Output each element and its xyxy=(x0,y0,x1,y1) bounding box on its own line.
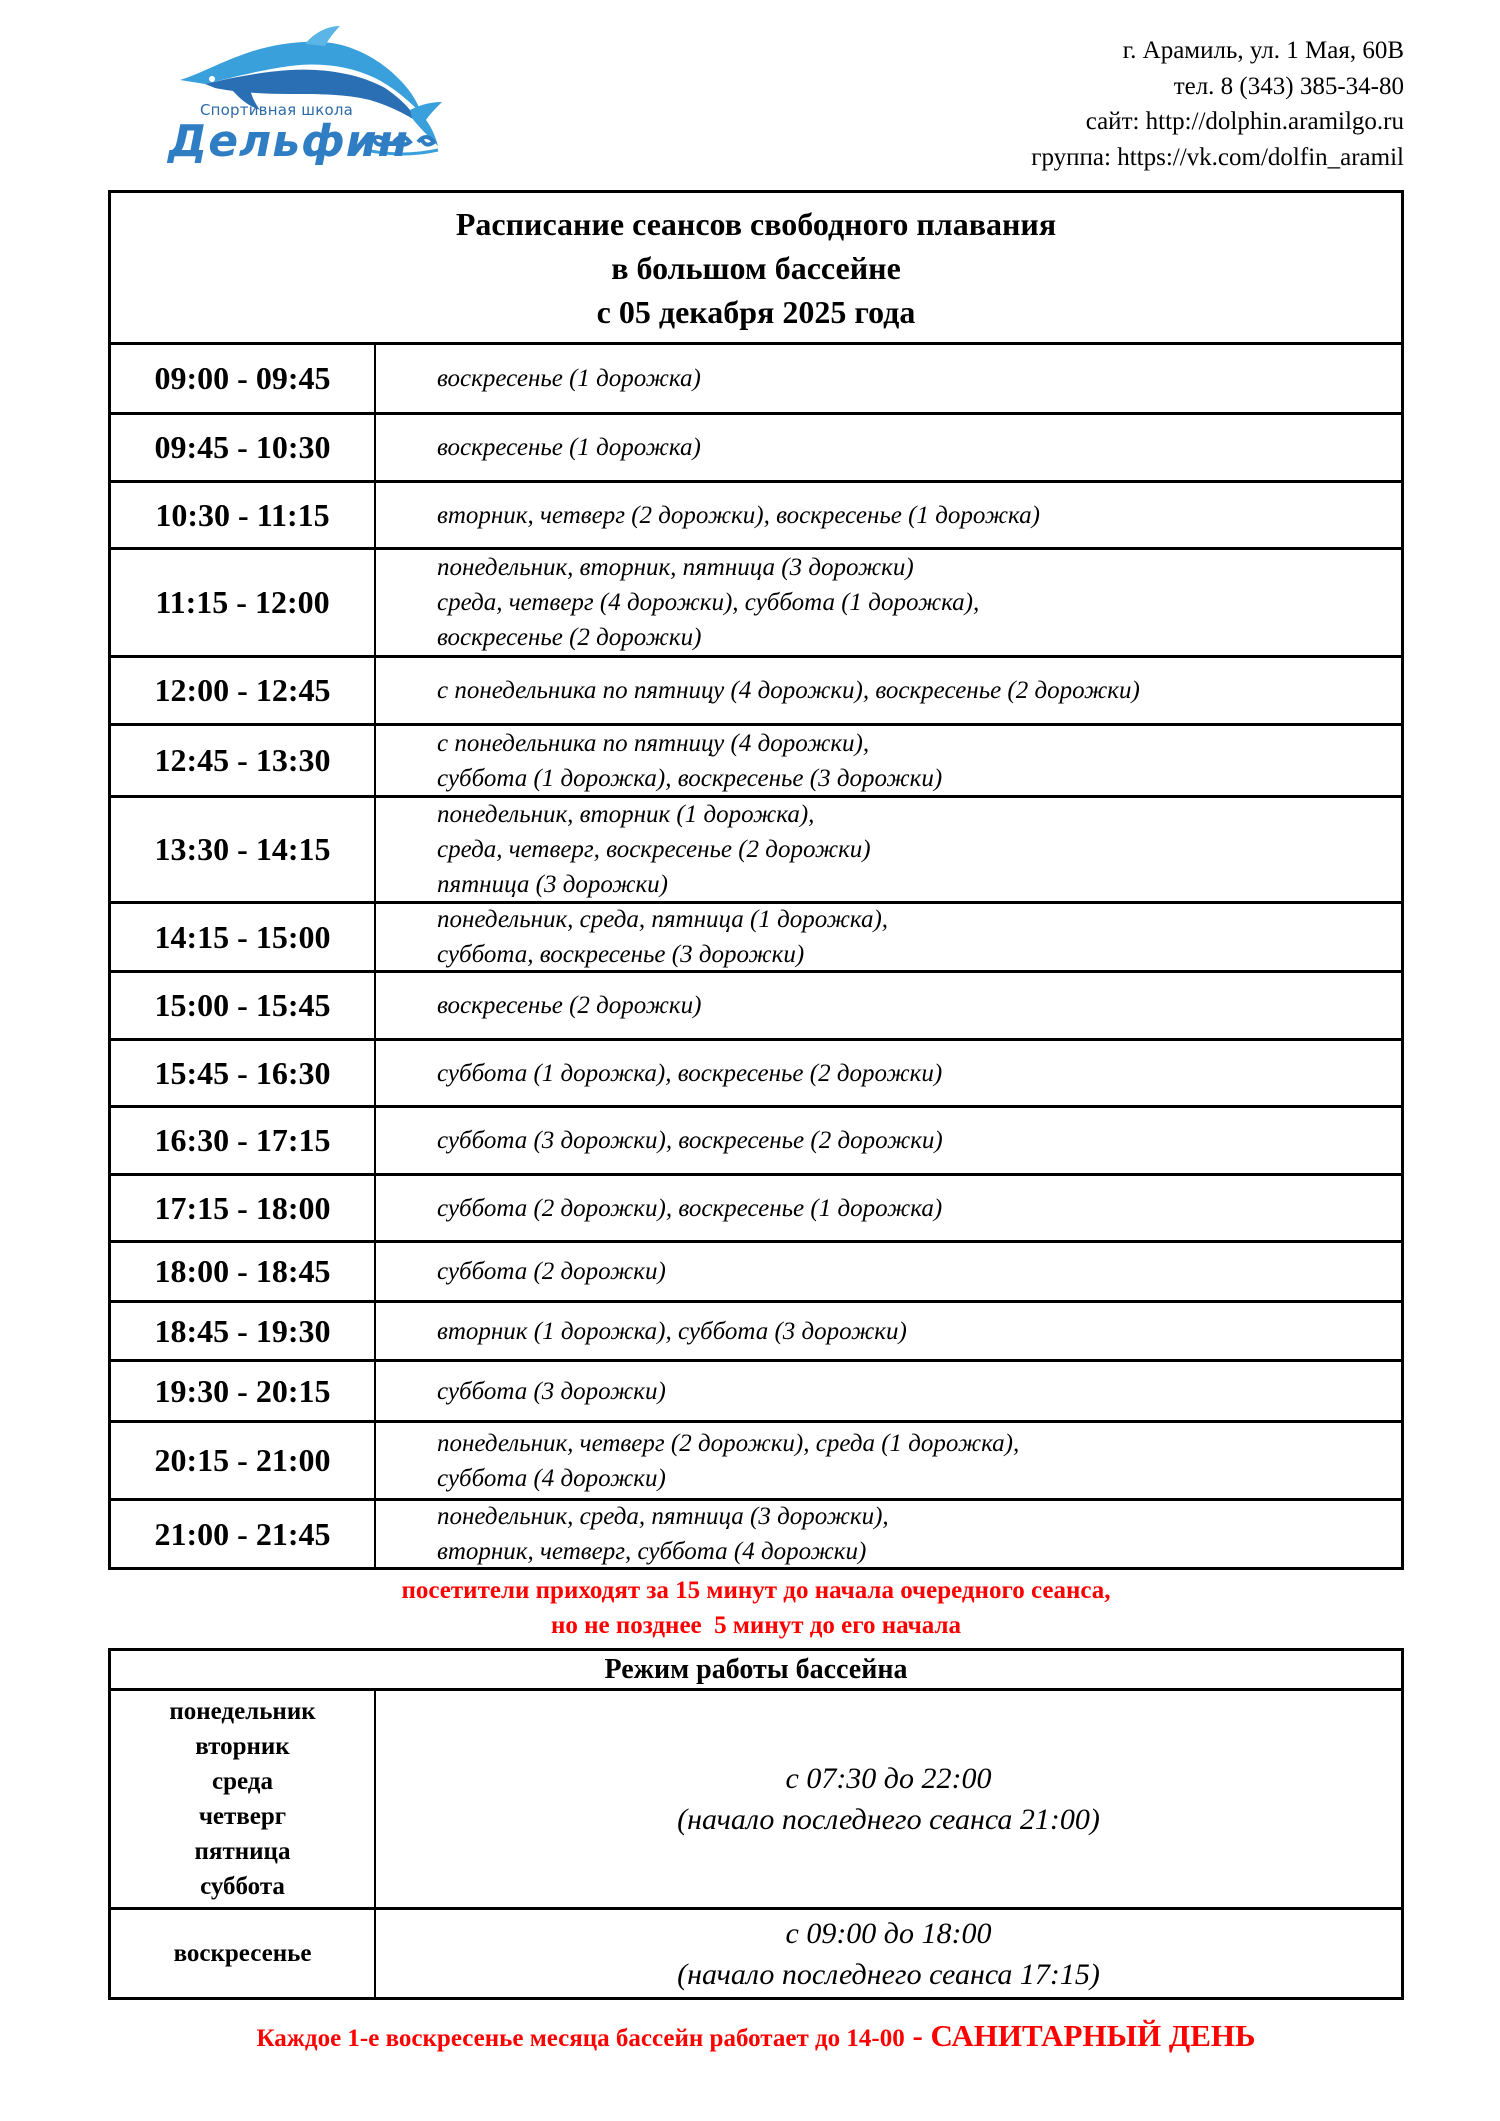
note-line: посетители приходят за 15 минут до начала очередного сеанса, xyxy=(401,1577,1111,1604)
session-lanes xyxy=(376,1423,1401,1498)
table-row xyxy=(111,723,1401,795)
sanitary-day-note xyxy=(108,2018,1404,2054)
table-row xyxy=(111,970,1401,1038)
lanes-line: суббота (2 дорожки), воскресенье (1 дорожка) xyxy=(437,1194,943,1222)
logo-name: Дельфин xyxy=(168,116,409,167)
session-lanes xyxy=(376,1362,1401,1420)
hours-value xyxy=(376,1691,1401,1907)
table-row xyxy=(111,1498,1401,1567)
lanes-line: с понедельника по пятницу (4 дорожки), xyxy=(437,729,870,757)
address: г. Арамиль, ул. 1 Мая, 60В xyxy=(1122,37,1404,64)
table-row xyxy=(111,1038,1401,1105)
lanes-line: вторник, четверг (2 дорожки), воскресенье (1 дорожка) xyxy=(437,501,1040,529)
title-line: с 05 декабря 2025 года xyxy=(596,293,916,330)
session-lanes xyxy=(376,1303,1401,1359)
lanes-line: понедельник, четверг (2 дорожки), среда (1 дорожка), xyxy=(437,1429,1020,1457)
lanes-line: понедельник, среда, пятница (1 дорожка), xyxy=(437,906,889,933)
session-lanes xyxy=(376,483,1401,547)
session-lanes xyxy=(376,1176,1401,1240)
session-lanes xyxy=(376,550,1401,655)
hours-value xyxy=(376,1910,1401,1997)
title-line: в большом бассейне xyxy=(611,249,901,286)
session-lanes xyxy=(376,973,1401,1038)
hours-row-sunday xyxy=(111,1907,1401,1997)
school-logo xyxy=(160,22,460,172)
phone: тел. 8 (343) 385-34-80 xyxy=(1173,72,1404,100)
session-time: 18:00 - 18:45 xyxy=(111,1243,376,1300)
session-time: 20:15 - 21:00 xyxy=(111,1423,376,1498)
session-lanes xyxy=(376,1108,1401,1173)
lanes-line: воскресенье (2 дорожки) xyxy=(437,992,702,1019)
lanes-line: суббота (1 дорожка), воскресенье (2 дорожки) xyxy=(437,1059,943,1087)
contact-info xyxy=(1031,33,1404,175)
table-row xyxy=(111,795,1401,901)
day-label: воскресенье xyxy=(173,1940,312,1967)
session-time: 19:30 - 20:15 xyxy=(111,1362,376,1420)
lanes-line: среда, четверг (4 дорожки), суббота (1 дорожка), xyxy=(437,589,980,616)
footer-highlight: - САНИТАРНЫЙ ДЕНЬ xyxy=(904,2018,1256,2053)
session-lanes xyxy=(376,415,1401,480)
days-list xyxy=(111,1691,376,1907)
day-label: четверг xyxy=(198,1803,287,1830)
session-time: 13:30 - 14:15 xyxy=(111,798,376,901)
day-label: среда xyxy=(212,1768,273,1795)
lanes-line: воскресенье (1 дорожка) xyxy=(437,434,701,461)
last-session: (начало последнего сеанса 21:00) xyxy=(677,1803,1100,1836)
table-row xyxy=(111,412,1401,480)
session-time: 11:15 - 12:00 xyxy=(111,550,376,655)
table-row xyxy=(111,1105,1401,1173)
table-row xyxy=(111,1240,1401,1300)
lanes-line: суббота (3 дорожки) xyxy=(437,1377,666,1405)
schedule-title xyxy=(111,193,1401,345)
session-time: 15:00 - 15:45 xyxy=(111,973,376,1038)
schedule-rows xyxy=(111,345,1401,1567)
session-time: 21:00 - 21:45 xyxy=(111,1501,376,1567)
note-line: но не позднее 5 минут до его начала xyxy=(551,1612,961,1639)
days-list xyxy=(111,1910,376,1997)
session-time: 09:00 - 09:45 xyxy=(111,345,376,412)
table-row xyxy=(111,547,1401,655)
table-row xyxy=(111,1420,1401,1498)
session-time: 17:15 - 18:00 xyxy=(111,1176,376,1240)
lanes-line: вторник (1 дорожка), суббота (3 дорожки) xyxy=(437,1317,907,1345)
day-label: вторник xyxy=(195,1733,290,1760)
schedule-table xyxy=(108,190,1404,1570)
vk-group-link[interactable]: группа: https://vk.com/dolfin_aramil xyxy=(1031,143,1404,171)
session-time: 12:00 - 12:45 xyxy=(111,658,376,723)
hours-title: Режим работы бассейна xyxy=(111,1651,1401,1691)
table-row xyxy=(111,480,1401,547)
lanes-line: воскресенье (1 дорожка) xyxy=(437,365,701,392)
table-row xyxy=(111,1300,1401,1359)
opening-time: с 09:00 до 18:00 xyxy=(785,1916,992,1950)
lanes-line: суббота (2 дорожки) xyxy=(437,1258,666,1285)
session-time: 18:45 - 19:30 xyxy=(111,1303,376,1359)
lanes-line: пятница (3 дорожки) xyxy=(437,871,669,898)
logo-subtitle: Спортивная школа xyxy=(200,101,354,119)
arrival-note xyxy=(108,1573,1404,1643)
lanes-line: с понедельника по пятницу (4 дорожки), воскресенье (2 дорожки) xyxy=(437,677,1140,704)
lanes-line: понедельник, вторник (1 дорожка), xyxy=(437,801,815,828)
session-lanes xyxy=(376,345,1401,412)
opening-time: с 07:30 до 22:00 xyxy=(785,1762,992,1795)
session-time: 15:45 - 16:30 xyxy=(111,1041,376,1105)
day-label: пятница xyxy=(194,1838,291,1865)
session-lanes xyxy=(376,658,1401,723)
session-lanes xyxy=(376,798,1401,901)
footer-text: Каждое 1-е воскресенье месяца бассейн работает до 14-00 xyxy=(256,2025,905,2052)
session-time: 14:15 - 15:00 xyxy=(111,904,376,970)
session-lanes xyxy=(376,1041,1401,1105)
session-lanes xyxy=(376,726,1401,795)
session-time: 10:30 - 11:15 xyxy=(111,483,376,547)
table-row xyxy=(111,1359,1401,1420)
title-line: Расписание сеансов свободного плавания xyxy=(455,205,1057,242)
table-row xyxy=(111,1173,1401,1240)
session-lanes xyxy=(376,904,1401,970)
lanes-line: среда, четверг, воскресенье (2 дорожки) xyxy=(437,836,871,863)
lanes-line: вторник, четверг, суббота (4 дорожки) xyxy=(437,1538,867,1565)
session-time: 12:45 - 13:30 xyxy=(111,726,376,795)
lanes-line: суббота (1 дорожка), воскресенье (3 дорожки) xyxy=(437,764,943,792)
lanes-line: понедельник, вторник, пятница (3 дорожки) xyxy=(437,554,914,581)
day-label: понедельник xyxy=(169,1698,316,1725)
session-time: 09:45 - 10:30 xyxy=(111,415,376,480)
last-session: (начало последнего сеанса 17:15) xyxy=(677,1957,1100,1991)
lanes-line: суббота, воскресенье (3 дорожки) xyxy=(437,941,805,968)
table-row xyxy=(111,901,1401,970)
opening-hours-table xyxy=(108,1648,1404,2000)
lanes-line: воскресенье (2 дорожки) xyxy=(437,624,702,651)
session-time: 16:30 - 17:15 xyxy=(111,1108,376,1173)
hours-row-weekdays xyxy=(111,1691,1401,1907)
table-row xyxy=(111,345,1401,412)
website-link[interactable]: сайт: http://dolphin.aramilgo.ru xyxy=(1085,108,1404,135)
table-row xyxy=(111,655,1401,723)
session-lanes xyxy=(376,1243,1401,1300)
session-lanes xyxy=(376,1501,1401,1567)
day-label: суббота xyxy=(200,1873,285,1900)
lanes-line: суббота (3 дорожки), воскресенье (2 дорожки) xyxy=(437,1127,943,1154)
lanes-line: суббота (4 дорожки) xyxy=(437,1464,666,1492)
lanes-line: понедельник, среда, пятница (3 дорожки), xyxy=(437,1503,889,1530)
